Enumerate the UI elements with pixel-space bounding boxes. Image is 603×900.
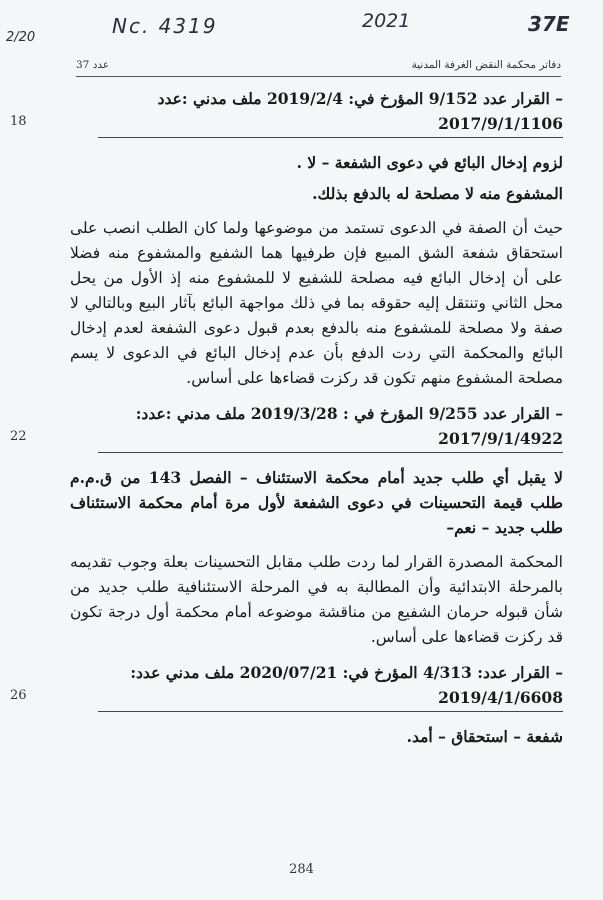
heading: المشفوع منه لا مصلحة له بالدفع بذلك. <box>312 184 563 203</box>
page-content <box>10 86 563 749</box>
handwritten-year: 2021 <box>362 10 411 32</box>
heading: شفعة – استحقاق – أمد. <box>406 727 563 746</box>
decision-reference: – القرار عدد 9/255 المؤرخ في : 2019/3/28 ملف مدني :عدد: 2017/9/1/4922 22 <box>70 401 563 455</box>
heading: لزوم إدخال البائع في دعوى الشفعة – لا . <box>296 153 563 172</box>
running-header <box>76 58 561 77</box>
line-number: 26 <box>10 688 27 703</box>
case-file-number: 2017/9/1/4922 <box>438 429 563 448</box>
case-file-number: 2017/9/1/1106 <box>438 114 563 133</box>
journal-title: دفاتر محكمة النقض الغرفة المدنية <box>411 59 561 71</box>
paragraph: المحكمة المصدرة القرار لما ردت طلب مقابل التحسينات بعلة وجوب تقديمه بالمرحلة الابتدائية وأن المطالبة به في المرحلة الاستئنافية طلب جديد من شأن قبوله حرمان الشفيع من مناقشة موضوعه أمام محكمة أول درجة تكون قد ركزت قضاءها على أساس. <box>70 553 563 646</box>
handwritten-note: 2/20 <box>6 30 36 45</box>
divider <box>98 136 563 138</box>
decision-reference: – القرار عدد 9/152 المؤرخ في: 2019/2/4 ملف مدني :عدد 2017/9/1/1106 18 <box>70 86 563 140</box>
issue-number: عدد 37 <box>76 59 110 71</box>
handwritten-case-number: Nc. 4319 <box>112 14 218 38</box>
handwritten-reference: 37E <box>528 12 570 36</box>
paragraph: حيث أن الصفة في الدعوى تستمد من موضوعها ولما كان الطلب انصب على استحقاق شفعة الشق المبيع فإن طرفيها هما الشفيع والمشفوع منه فضلا على أن إدخال البائع فيه مصلحة للشفيع لا للمشفوع منه إذ الأول من يحل محل الثاني وتنتقل إليه حقوقه بما في ذلك مواجهة البائع بآثار البيع وبالتالي لا صفة ولا مصلحة للمشفوع منه بالدفع بعدم قبول دعوى الشفعة لعدم إدخال البائع والمحكمة التي ردت الدفع بأن عدم إدخال البائع في الدعوى لا يسم مصلحة المشفوع منهم تكون قد ركزت قضاءها على أساس. <box>70 219 563 387</box>
case-file-number: 2019/4/1/6608 <box>438 688 563 707</box>
divider <box>98 451 563 453</box>
page-number: 284 <box>289 862 314 877</box>
heading: لا يقبل أي طلب جديد أمام محكمة الاستئناف – الفصل 143 من ق.م.م طلب قيمة التحسينات في دعوى الشفعة لأول مرة أمام محكمة الاستئناف طلب جديد – نعم– <box>70 468 563 537</box>
decision-reference: – القرار عدد: 4/313 المؤرخ في: 2020/07/21 ملف مدني عدد: 2019/4/1/6608 26 <box>70 660 563 714</box>
line-number: 18 <box>10 114 27 129</box>
divider <box>98 710 563 712</box>
line-number: 22 <box>10 429 27 444</box>
